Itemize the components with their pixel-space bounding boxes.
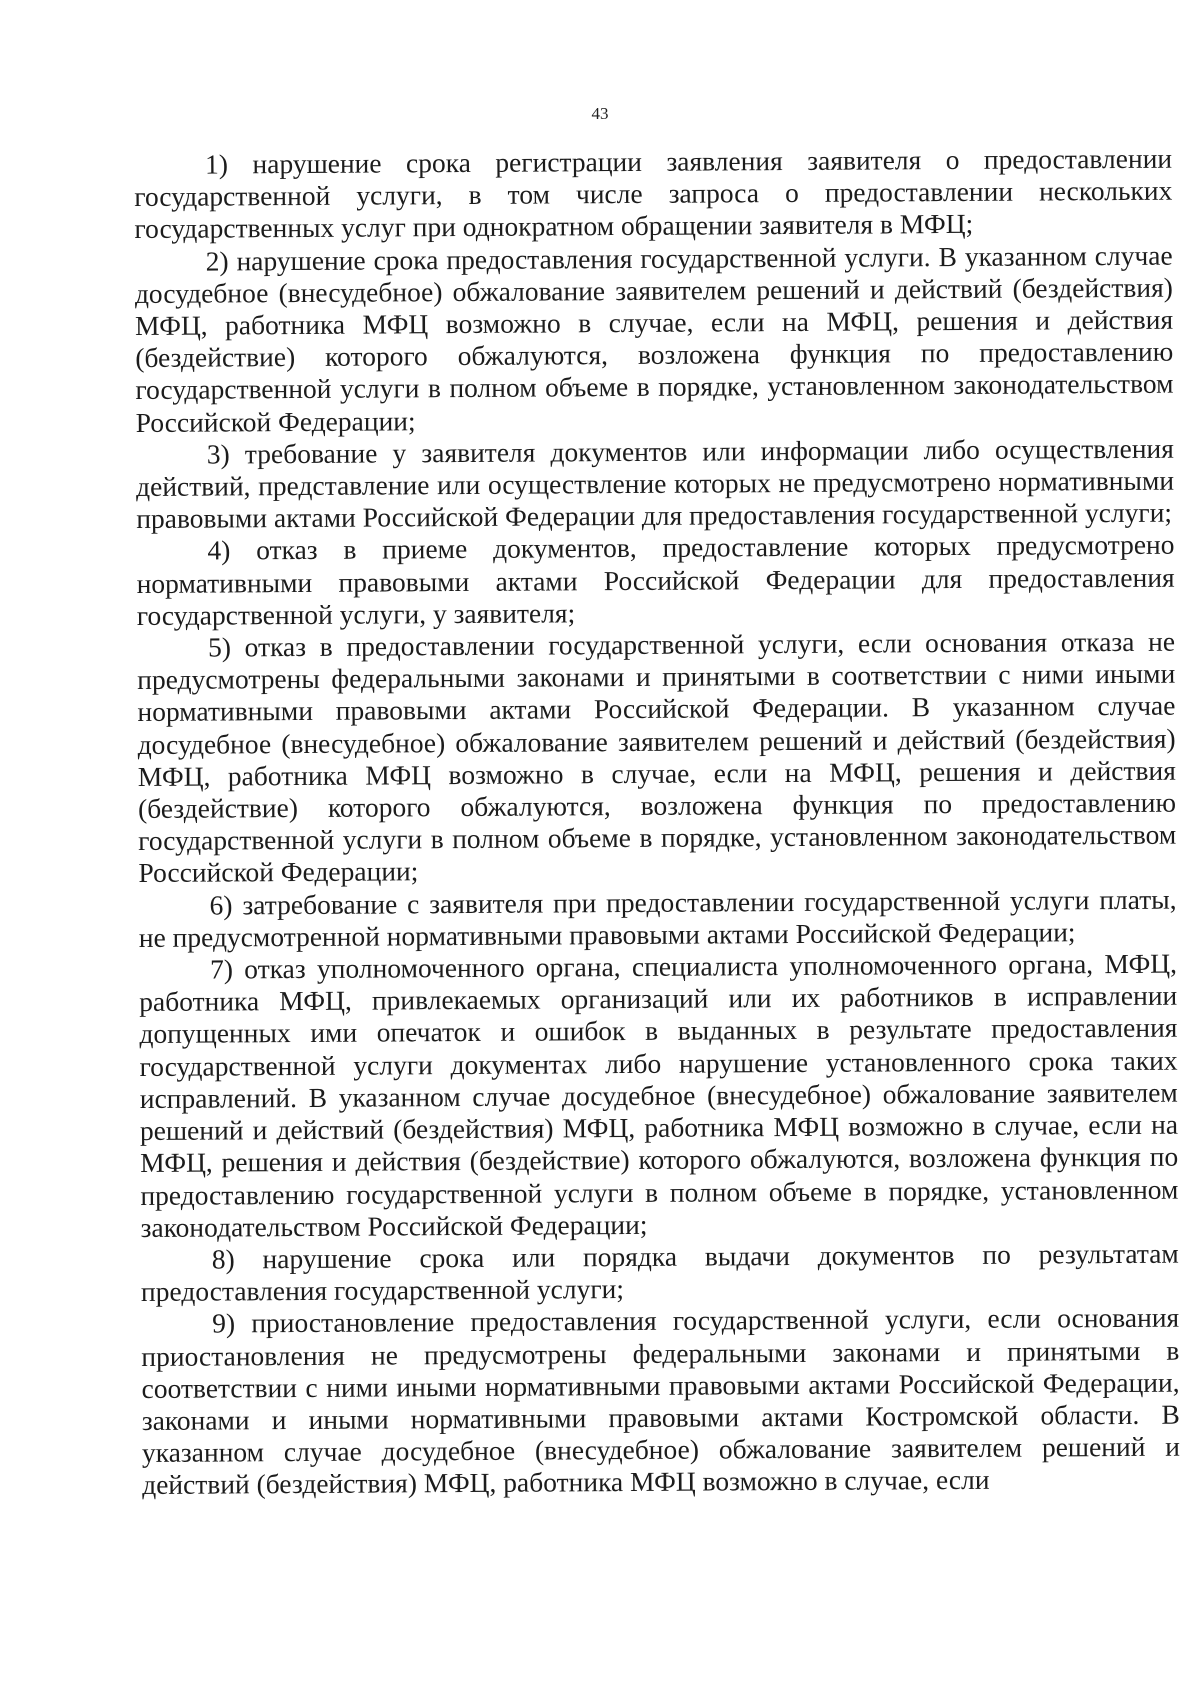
- list-item: 9) приостановление предоставления государственной услуги, если основания приостановления не предусмотрены федеральными законами и принятыми в соответствии с ними иными нормативными правовыми актами Российской Федерации, законами и иными нормативными правовыми актами Костромской области. В указанном случае досудебное (внесудебное) обжалование заявителем решений и действий (бездействия) МФЦ, работника МФЦ возможно в случае, если: [141, 1301, 1181, 1501]
- document-body: [134, 143, 1180, 1502]
- list-item: 8) нарушение срока или порядка выдачи документов по результатам предоставления государственной услуги;: [140, 1237, 1179, 1308]
- list-item: 2) нарушение срока предоставления государственной услуги. В указанном случае досудебное (внесудебное) обжалование заявителем решений и действий (бездействия) МФЦ, работника МФЦ возможно в случае, если на МФЦ, решения и действия (бездействие) которого обжалуются, возложена функция по предоставлению государственной услуги в полном объеме в порядке, установленном законодательством Российской Федерации;: [134, 239, 1174, 438]
- list-item: 4) отказ в приеме документов, предоставление которых предусмотрено нормативными правовыми актами Российской Федерации для предоставления государственной услуги, у заявителя;: [136, 529, 1175, 631]
- page-number: 43: [591, 104, 609, 123]
- list-item: 5) отказ в предоставлении государственной услуги, если основания отказа не предусмотрены федеральными законами и принятыми в соответствии с ними иными нормативными правовыми актами Российской Федерации. В указанном случае досудебное (внесудебное) обжалование заявителем решений и действий (бездействия) МФЦ, работника МФЦ возможно в случае, если на МФЦ, решения и действия (бездействие) которого обжалуются, возложена функция по предоставлению государственной услуги в полном объеме в порядке, установленном законодательством Российской Федерации;: [137, 625, 1177, 889]
- list-item: 6) затребование с заявителя при предоставлении государственной услуги платы, не предусмотренной нормативными правовыми актами Российской Федерации;: [138, 883, 1177, 953]
- list-item: 7) отказ уполномоченного органа, специалиста уполномоченного органа, МФЦ, работника МФЦ, привлекаемых организаций или их работников в исправлении допущенных ими опечаток и ошибок в выданных в результате предоставления государственной услуги документах либо нарушение установленного срока таких исправлений. В указанном случае досудебное (внесудебное) обжалование заявителем решений и действий (бездействия) МФЦ, работника МФЦ возможно в случае, если на МФЦ, решения и действия (бездействие) которого обжалуются, возложена функция по предоставлению государственной услуги в полном объеме в порядке, установленном законодательством Российской Федерации;: [139, 947, 1179, 1243]
- list-item: 3) требование у заявителя документов или информации либо осуществления действий, представление или осуществление которых не предусмотрено нормативными правовыми актами Российской Федерации для предоставления государственной услуги;: [135, 432, 1175, 535]
- list-item: 1) нарушение срока регистрации заявления заявителя о предоставлении государственной услуги, в том числе запроса о предоставлении нескольких государственных услуг при однократном обращении заявителя в МФЦ;: [134, 142, 1173, 245]
